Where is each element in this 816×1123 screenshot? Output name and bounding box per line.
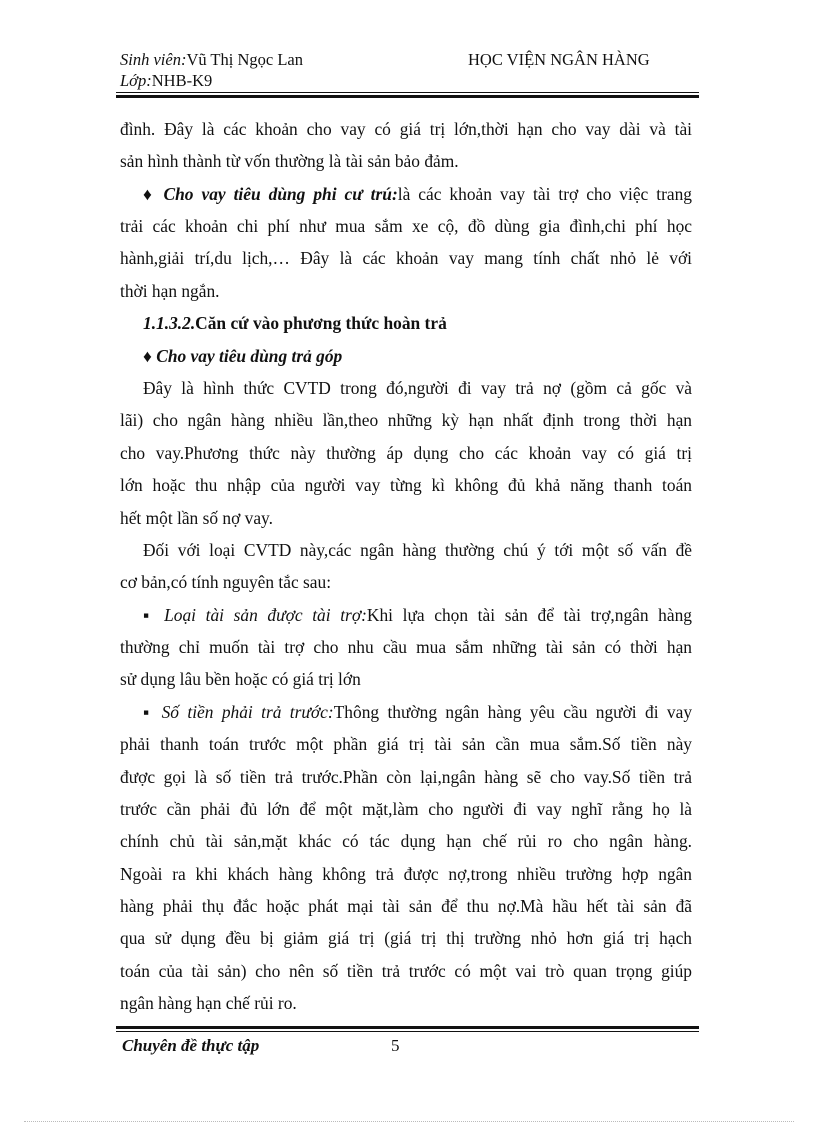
paragraph-first-line: Đây là hình thức CVTD trong đó,người đi vay trả nợ (gồm cả gốc và <box>143 378 692 398</box>
section-title: Căn cứ vào phương thức hoàn trả <box>195 313 447 333</box>
section-heading <box>143 311 692 335</box>
bullet-line <box>143 182 692 206</box>
term-definition: Thông thường ngân hàng yêu cầu người đi vay <box>333 702 693 722</box>
body-line: được gọi là số tiền trả trước.Phần còn lại,ngân hàng sẽ cho vay.Số tiền trả <box>120 767 692 787</box>
footer-rule-thin <box>116 1031 699 1032</box>
class-label: Lớp: <box>120 71 152 90</box>
student-label: Sinh viên: <box>120 50 187 69</box>
square-bullet-icon: ▪ <box>143 605 165 625</box>
page-number: 5 <box>391 1036 400 1055</box>
body-line: Ngoài ra khi khách hàng không trả được nợ,trong nhiều trường hợp ngân <box>120 864 692 884</box>
term-definition: là các khoản vay tài trợ cho việc trang <box>397 184 692 204</box>
body-line: cơ bản,có tính nguyên tắc sau: <box>120 572 332 592</box>
body-line: sản hình thành từ vốn thường là tài sản bảo đảm. <box>120 151 459 171</box>
footer-rule-thick <box>116 1026 699 1029</box>
body-line: lãi) cho ngân hàng nhiều lần,theo những kỳ hạn nhất định trong thời hạn <box>120 410 692 430</box>
bullet-line <box>143 700 692 724</box>
body-line: trải các khoản chi phí như mua sắm xe cộ, đồ dùng gia đình,chi phí học <box>120 216 692 236</box>
body-line: lớn hoặc thu nhập của người vay từng kì không đủ khả năng thanh toán <box>120 475 692 495</box>
body-line: hành,giải trí,du lịch,… Đây là các khoản vay mang tính chất nhỏ lẻ với <box>120 248 692 268</box>
term-loai-tai-san: Loại tài sản được tài trợ: <box>164 605 367 625</box>
body-line: hàng phải thụ đắc hoặc phát mại tài sản để thu nợ.Mà hầu hết tài sản đã <box>120 896 692 916</box>
body-line: qua sử dụng đều bị giảm giá trị (giá trị thị trường nhỏ hơn giá trị hạch <box>120 928 692 948</box>
bullet-line <box>143 603 692 627</box>
body-line: toán của tài sản) cho nên số tiền trả trước có một vai trò quan trọng giúp <box>120 961 692 981</box>
square-bullet-icon: ▪ <box>143 702 162 722</box>
page-edge-divider <box>24 1121 794 1122</box>
body-line: chính chủ tài sản,mặt khác có tác dụng hạn chế rủi ro cho ngân hàng. <box>120 831 692 851</box>
footer-title: Chuyên đề thực tập <box>122 1036 260 1055</box>
subheading <box>143 344 692 368</box>
header-rule-thin <box>116 92 699 93</box>
body-line: ngân hàng hạn chế rủi ro. <box>120 993 297 1013</box>
body-line: đình. Đây là các khoản cho vay có giá trị lớn,thời hạn cho vay dài và tài <box>120 119 692 139</box>
diamond-bullet-icon: ♦ <box>143 346 157 366</box>
body-line: hết một lần số nợ vay. <box>120 508 273 528</box>
header-institution: HỌC VIỆN NGÂN HÀNG <box>468 50 650 69</box>
term-definition: Khi lựa chọn tài sản để tài trợ,ngân hàng <box>366 605 692 625</box>
class-name: NHB-K9 <box>151 71 213 90</box>
subheading-title: Cho vay tiêu dùng trả góp <box>156 346 343 366</box>
header-student <box>120 50 303 70</box>
header-rule-thick <box>116 95 699 98</box>
student-name: Vũ Thị Ngọc Lan <box>186 50 303 69</box>
header-class <box>120 71 212 91</box>
term-cho-vay-phi-cu-tru: Cho vay tiêu dùng phi cư trú: <box>163 184 398 204</box>
body-line: cho vay.Phương thức này thường áp dụng cho các khoản vay có giá trị <box>120 443 692 463</box>
body-line: thời hạn ngắn. <box>120 281 220 301</box>
paragraph-first-line: Đối với loại CVTD này,các ngân hàng thường chú ý tới một số vấn đề <box>143 540 692 560</box>
section-number: 1.1.3.2. <box>143 313 196 333</box>
term-so-tien-tra-truoc: Số tiền phải trả trước: <box>161 702 334 722</box>
body-line: thường chỉ muốn tài trợ cho nhu cầu mua sắm những tài sản có thời hạn <box>120 637 692 657</box>
body-line: phải thanh toán trước một phần giá trị tài sản cần mua sắm.Số tiền này <box>120 734 692 754</box>
diamond-bullet-icon: ♦ <box>143 184 164 204</box>
body-line: trước cần phải đủ lớn để một mặt,làm cho người đi vay nghĩ rằng họ là <box>120 799 692 819</box>
body-line: sử dụng lâu bền hoặc có giá trị lớn <box>120 669 361 689</box>
